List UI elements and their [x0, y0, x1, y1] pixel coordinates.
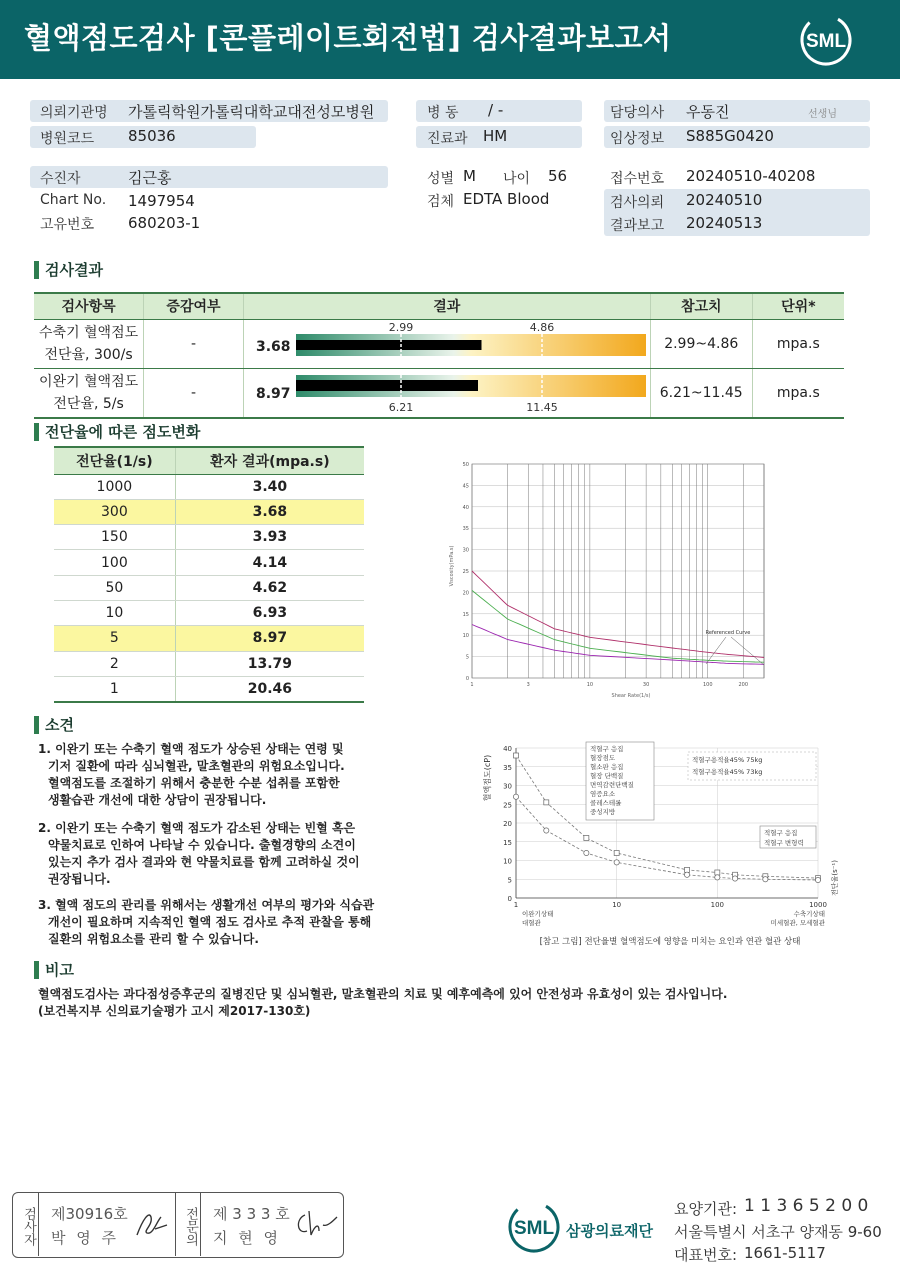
doctor-value: 우동진	[686, 103, 730, 121]
ref-low-label: 6.21	[388, 400, 414, 414]
shear-rate: 300	[54, 499, 175, 524]
result-value: 8.97	[255, 385, 291, 402]
request-label: 검사의뢰	[610, 195, 665, 211]
col-header-change: 증감여부	[144, 293, 244, 319]
ref-legend-2: 적혈구용적율45% 73kg	[692, 768, 763, 776]
chart-ytick: 25	[462, 569, 469, 575]
ref-xtick: 1	[513, 901, 519, 909]
factor-item: 면역감련단백질	[590, 781, 634, 789]
results-section-title: 검사결과	[34, 259, 103, 280]
svg-text:SML: SML	[513, 1218, 555, 1239]
specialist-signature	[293, 1205, 339, 1241]
shear-section-title: 전단율에 따른 점도변화	[34, 421, 200, 442]
ref-xtick: 1000	[809, 901, 827, 909]
viscosity-chart	[446, 456, 786, 700]
report-title: 혈액점도검사 [콘플레이트회전법] 검사결과보고서	[24, 21, 672, 55]
age-value: 56	[548, 167, 568, 185]
chart-xtick: 30	[642, 682, 650, 688]
shear-value: 3.68	[175, 499, 364, 524]
chart-xtick: 100	[702, 682, 713, 688]
tester-signature	[133, 1207, 169, 1241]
result-bar	[296, 340, 482, 350]
chart-ytick: 15	[462, 611, 469, 618]
factor-item: 혈장 단백질	[590, 772, 624, 780]
ref-ytick: 15	[503, 838, 512, 847]
dept-label: 진료과	[427, 131, 468, 147]
tester-label: 검사자	[13, 1193, 39, 1256]
doctor-label: 담당의사	[610, 105, 665, 121]
chart-xtick: 10	[586, 682, 594, 688]
opinion-paragraph-1	[38, 741, 345, 809]
ref-caption: [참고 그림] 전단율별 혈액점도에 영향을 미치는 요인과 연관 혈관 상태	[539, 937, 801, 947]
reference-figure	[480, 738, 850, 952]
report-value: 20240513	[686, 214, 763, 232]
ref-xtick: 100	[710, 901, 725, 909]
opinion-line: 있는지 추가 검사 결과와 현 약물치료를 함께 고려하실 것이	[48, 855, 360, 869]
chart-xtick: 200	[738, 682, 749, 688]
result-row	[34, 368, 844, 418]
opinion-line: 2. 이완기 또는 수축기 혈액 점도가 감소된 상태는 빈혈 혹은	[38, 821, 356, 835]
col-header-value: 환자 결과(mpa.s)	[175, 447, 364, 474]
factor-item: 콜레스테롤	[590, 799, 622, 807]
shear-rate: 150	[54, 525, 175, 550]
opinion-section-title: 소견	[34, 714, 74, 735]
shear-value: 4.62	[175, 575, 364, 600]
result-item-line1: 수축기 혈액점도	[39, 324, 139, 341]
ref-low-label: 2.99	[388, 320, 414, 334]
shear-rate: 10	[54, 600, 175, 625]
receipt-value: 20240510-40208	[686, 167, 816, 185]
shear-body	[54, 474, 364, 702]
shear-row	[54, 676, 364, 701]
ref-point-circle	[684, 872, 689, 877]
chart-label: Chart No.	[40, 192, 107, 208]
chart-ytick: 20	[462, 590, 469, 597]
shear-value: 3.40	[175, 474, 364, 499]
ref-point-circle	[763, 877, 768, 882]
chart-xlabel: Shear Rate(1/s)	[611, 693, 651, 699]
ref-point-circle	[815, 877, 820, 882]
phone-label: 대표번호:	[674, 1246, 738, 1264]
chart-ytick: 10	[462, 633, 469, 640]
svg-text:SML: SML	[805, 31, 847, 52]
signature-box	[12, 1192, 344, 1258]
opinion-line: 3. 혈액 점도의 관리를 위해서는 생활개선 여부의 평가와 식습관	[38, 898, 375, 912]
patient-bar	[30, 166, 388, 188]
shear-rate: 100	[54, 550, 175, 575]
shear-value: 13.79	[175, 651, 364, 676]
ref-point-circle	[544, 828, 549, 833]
ref-ytick: 25	[503, 801, 512, 810]
ref-point-square	[544, 800, 549, 805]
shear-row	[54, 651, 364, 676]
sex-label: 성별	[427, 171, 455, 187]
chart-xtick: 1	[470, 682, 474, 688]
ref-point-circle	[584, 850, 589, 855]
opinion-line: 1. 이완기 또는 수축기 혈액 점도가 상승된 상태는 연령 및	[38, 742, 344, 756]
ref-right-caption-2: 미세혈관, 모세혈관	[770, 919, 825, 927]
report-header	[0, 0, 900, 79]
opinion-paragraph-3	[38, 897, 374, 948]
shear-row	[54, 575, 364, 600]
ref-ytick: 0	[507, 895, 512, 903]
col-header-unit: 단위*	[752, 293, 844, 319]
chart-value: 1497954	[128, 192, 195, 210]
opinion-line: 기저 질환에 따라 심뇌혈관, 말초혈관의 위험요소입니다.	[48, 759, 345, 773]
specialist-name: 지 현 영	[213, 1229, 282, 1247]
tester-name: 박 영 주	[51, 1229, 120, 1247]
col-header-result: 결과	[243, 293, 650, 319]
chart-ylabel: Viscosity(mPa.s)	[449, 545, 455, 587]
results-table	[34, 292, 844, 419]
shear-row	[54, 499, 364, 524]
chart-ytick: 45	[462, 483, 469, 490]
ref-point-square	[514, 753, 519, 758]
ref-ytick: 35	[503, 763, 512, 772]
ref-ytick: 30	[503, 782, 512, 791]
shear-table	[54, 446, 364, 703]
factor2-item: 적혈구 응집	[764, 829, 798, 837]
result-cell	[243, 319, 650, 368]
result-gauge	[244, 320, 650, 368]
org-name: 삼광의료재단	[566, 1222, 653, 1240]
request-value: 20240510	[686, 191, 763, 209]
ref-right-label: 전단율(s⁻¹)	[831, 860, 839, 896]
shear-row	[54, 600, 364, 625]
factor-item: 적혈구 응집	[590, 745, 624, 753]
uid-value: 680203-1	[128, 214, 201, 232]
factor-item: 염증요소	[590, 790, 616, 798]
ref-point-square	[715, 870, 720, 875]
opinion-line: 질환의 위험요소를 관리 할 수 있습니다.	[48, 932, 259, 946]
col-header-item: 검사항목	[34, 293, 144, 319]
factor-item: 중성지방	[590, 808, 616, 816]
shear-row	[54, 474, 364, 499]
opinion-line: 개선이 필요하며 지속적인 혈액 점도 검사로 추적 관찰을 통해	[48, 915, 372, 929]
result-reference: 2.99~4.86	[650, 319, 752, 368]
ref-ytick: 40	[503, 745, 512, 753]
remarks-section-title: 비고	[34, 959, 74, 980]
shear-value: 6.93	[175, 600, 364, 625]
clinical-value: S885G0420	[686, 127, 774, 145]
factor2-item: 적혈구 변형력	[764, 839, 804, 847]
specialist-no: 제 3 3 3 호	[213, 1205, 290, 1223]
specimen-label: 검체	[427, 194, 455, 210]
shear-row	[54, 550, 364, 575]
shear-rate: 50	[54, 575, 175, 600]
chart-ytick: 30	[462, 547, 469, 554]
result-unit: mpa.s	[752, 319, 844, 368]
ref-xtick: 10	[612, 901, 622, 909]
shear-rate: 1000	[54, 474, 175, 499]
shear-value: 4.14	[175, 550, 364, 575]
shear-value: 3.93	[175, 525, 364, 550]
shear-rate: 1	[54, 676, 175, 701]
result-item	[34, 368, 144, 418]
doctor-suffix: 선생님	[808, 109, 837, 120]
hospital-code-label: 병원코드	[40, 131, 95, 147]
report-label: 결과보고	[610, 218, 665, 234]
result-value: 3.68	[255, 338, 291, 355]
patient-label: 수진자	[40, 171, 81, 187]
chart-ytick: 50	[462, 462, 469, 468]
phone: 1661-5117	[744, 1244, 826, 1262]
result-bar	[296, 380, 478, 391]
clinical-label: 임상정보	[610, 131, 665, 147]
result-gauge	[244, 369, 650, 417]
result-item-line2: 전단율, 5/s	[53, 395, 124, 412]
ref-ytick: 5	[507, 876, 512, 885]
institution-value: 가톨릭학원가톨릭대학교대전성모병원	[128, 103, 375, 121]
ref-left-caption-1: 이완기상태	[522, 910, 554, 918]
uid-label: 고유번호	[40, 217, 95, 233]
chart-ytick: 0	[465, 676, 469, 682]
result-row	[34, 319, 844, 368]
factor-item: 혈소판 응집	[590, 763, 624, 771]
ref-point-circle	[614, 860, 619, 865]
tester-no: 제30916호	[51, 1205, 128, 1223]
ref-point-circle	[513, 794, 518, 799]
chart-grid	[472, 464, 764, 678]
ref-point-square	[584, 836, 589, 841]
remarks-line-2: (보건복지부 신의료기술평가 고시 제2017-130호)	[38, 1004, 311, 1018]
address: 서울특별시 서초구 양재동 9-60	[674, 1223, 882, 1241]
shear-row	[54, 626, 364, 651]
ref-ylabel: 혈액점도(cP)	[483, 754, 492, 802]
col-header-reference: 참고치	[650, 293, 752, 319]
care-no: 1 1 3 6 5 2 0 0	[744, 1196, 869, 1216]
shear-rate: 5	[54, 626, 175, 651]
shear-rate: 2	[54, 651, 175, 676]
shear-row	[54, 525, 364, 550]
ref-ytick: 20	[503, 820, 512, 828]
patient-value: 김근홍	[128, 169, 172, 187]
shear-value: 8.97	[175, 626, 364, 651]
chart-ytick: 5	[465, 654, 469, 661]
result-cell	[243, 368, 650, 418]
hospital-code-value: 85036	[128, 127, 176, 145]
ref-high-label: 11.45	[526, 400, 558, 414]
ref-legend-1: 적혈구용적율45% 75kg	[692, 756, 763, 764]
result-reference: 6.21~11.45	[650, 368, 752, 418]
ref-point-circle	[732, 876, 737, 881]
remarks-line-1: 혈액점도검사는 과다점성증후군의 질병진단 및 심뇌혈관, 말초혈관의 치료 및 예후예측에 있어 안전성과 유효성이 있는 검사입니다.	[38, 987, 728, 1001]
result-item-line2: 전단율, 300/s	[44, 346, 133, 363]
factor-item: 혈장점도	[590, 754, 616, 762]
shear-header-row	[54, 447, 364, 474]
chart-ytick: 35	[462, 526, 469, 533]
org-logo-icon	[508, 1198, 562, 1256]
opinion-line: 생활습관 개선에 대한 상담이 권장됩니다.	[48, 793, 267, 807]
opinion-line: 약물치료로 인하여 나타날 수 있습니다. 출혈경향의 소견이	[48, 838, 356, 852]
shear-value: 20.46	[175, 676, 364, 701]
care-no-label: 요양기관:	[674, 1200, 738, 1218]
institution-label: 의뢰기관명	[40, 105, 108, 121]
opinion-line: 혈액점도를 조절하기 위해서 충분한 수분 섭취를 포함한	[48, 776, 340, 790]
result-change: -	[144, 319, 244, 368]
opinion-line: 권장됩니다.	[48, 872, 111, 886]
result-item-line1: 이완기 혈액점도	[39, 373, 139, 390]
dept-value: HM	[483, 127, 508, 145]
ref-high-label: 4.86	[529, 320, 555, 334]
result-unit: mpa.s	[752, 368, 844, 418]
results-header-row	[34, 293, 844, 319]
specimen-value: EDTA Blood	[463, 190, 550, 208]
result-item	[34, 319, 144, 368]
chart-xtick: 3	[526, 682, 530, 688]
ref-point-square	[685, 867, 690, 872]
sex-value: M	[463, 167, 476, 185]
ward-label: 병 동	[427, 105, 459, 121]
ref-ytick: 10	[503, 857, 512, 866]
col-header-rate: 전단율(1/s)	[54, 447, 175, 474]
ref-point-circle	[715, 875, 720, 880]
ref-point-square	[614, 851, 619, 856]
receipt-label: 접수번호	[610, 171, 665, 187]
sml-logo-icon	[798, 12, 854, 68]
chart-annotation: Referenced Curve	[705, 630, 751, 636]
opinion-paragraph-2	[38, 820, 360, 888]
ref-left-caption-2: 대혈관	[522, 919, 541, 927]
ward-value: / -	[488, 101, 504, 119]
age-label: 나이	[503, 171, 531, 187]
result-change: -	[144, 368, 244, 418]
chart-ytick: 40	[462, 504, 469, 511]
specialist-label: 전문의	[175, 1193, 201, 1256]
ref-right-caption-1: 수축기상태	[793, 910, 825, 918]
